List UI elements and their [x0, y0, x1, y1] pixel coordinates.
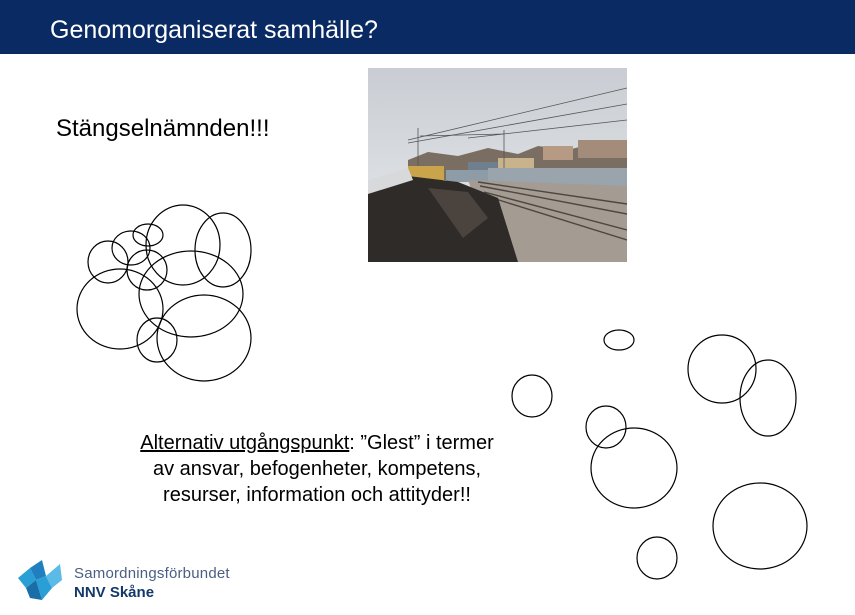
body-text: [78, 430, 556, 508]
logo-line-2: NNV Skåne: [74, 584, 155, 601]
scattered-circle: [713, 483, 807, 569]
scattered-circle: [586, 406, 626, 448]
body-line-1: [78, 430, 556, 456]
cluster-circle: [133, 224, 163, 246]
subheading: Stängselnämnden!!!: [56, 115, 270, 142]
logo-mark-icon: [16, 558, 72, 604]
slide-title: Genomorganiserat samhälle?: [50, 16, 378, 44]
logo-text: [74, 564, 230, 602]
scattered-circle: [591, 428, 677, 508]
cluster-circle: [195, 213, 251, 287]
body-line-1-rest: : ”Glest” i termer: [349, 432, 494, 454]
cluster-circle: [112, 231, 150, 265]
body-line-2: av ansvar, befogenheter, kompetens,: [153, 458, 481, 480]
cluster-circle: [157, 295, 251, 381]
scattered-circle: [512, 375, 552, 417]
railway-photo: [368, 68, 627, 262]
underlined-phrase: Alternativ utgångspunkt: [140, 432, 350, 454]
cluster-circle: [146, 205, 220, 285]
body-line-3: resurser, information och attityder!!: [163, 484, 471, 506]
cluster-circle: [139, 251, 243, 337]
logo-line-1: Samordningsförbundet: [74, 565, 230, 582]
scattered-circle: [688, 335, 756, 403]
cluster-circle: [77, 269, 163, 349]
organization-logo: [16, 558, 256, 604]
scattered-circle: [637, 537, 677, 579]
scattered-circle: [740, 360, 796, 436]
scattered-circle: [604, 330, 634, 350]
